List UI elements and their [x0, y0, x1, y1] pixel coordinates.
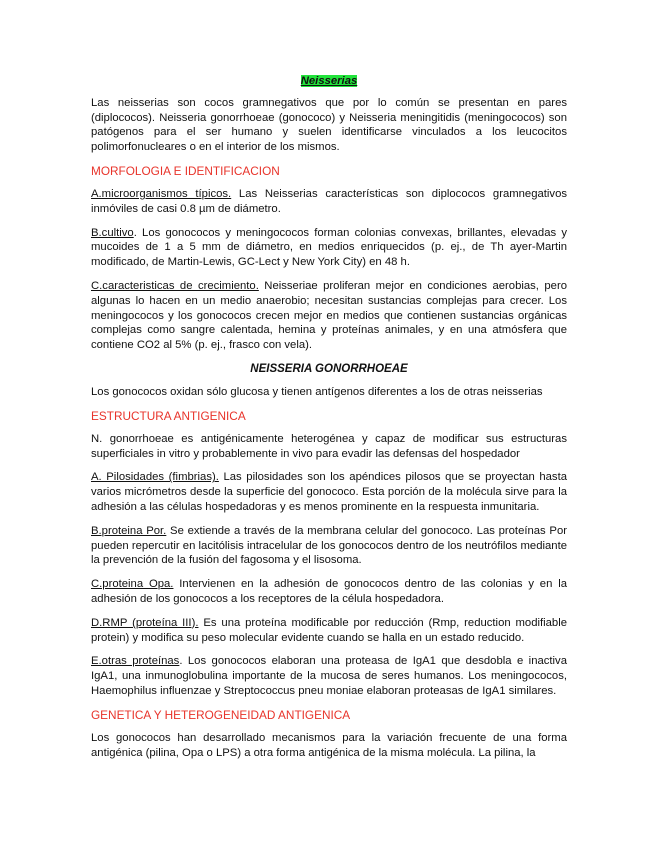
- text-proteina-opa: Intervienen en la adhesión de gonococos dentro de las colonias y en la adhesión de los gonococos a los receptores de la célula hospedadora.: [91, 578, 567, 605]
- lead-otras-proteinas: E.otras proteínas: [91, 655, 180, 668]
- intro-paragraph: Las neisserias son cocos gramnegativos que por lo común se presentan en pares (diplococos). Neisseria gonorrhoeae (gonococo) y Neisseria meningitidis (meningococos) son patógenos para el ser humano y suelen identificarse vinculados a los leucocitos polimorfonucleares o en el interior de los mismos.: [91, 96, 567, 154]
- text-pilosidades: Las pilosidades son los apéndices pilosos que se proyectan hasta varios micrómetros desde la superficie del gonococo. Esta porción de la molécula sirve para la adhesión a las células hospedadoras y es menos prominente en la respuesta inmunitaria.: [91, 471, 567, 513]
- paragraph-genetica: Los gonococos han desarrollado mecanismos para la variación frecuente de una forma antigénica (pilina, Opa o LPS) a otra forma antigénica de la misma molécula. La pilina, la: [91, 731, 567, 759]
- paragraph-proteina-opa: [91, 577, 567, 607]
- paragraph-estructura-intro: N. gonorrhoeae es antigénicamente heterogénea y capaz de modificar sus estructuras superficiales in vitro y probablemente in vivo para evadir las defensas del hospedador: [91, 432, 567, 460]
- paragraph-crecimiento: [91, 279, 567, 353]
- lead-crecimiento: C.caracteristicas de crecimiento.: [91, 279, 259, 292]
- paragraph-cultivo: [91, 226, 567, 270]
- paragraph-proteina-por: [91, 524, 567, 568]
- text-microorganismos: Las Neisserias características son diplococos gramnegativos inmóviles de casi 0.8 µm de diámetro.: [91, 187, 568, 215]
- subheading-gonorrhoeae: NEISSERIA GONORRHOEAE: [250, 362, 408, 375]
- section-heading-estructura: ESTRUCTURA ANTIGENICA: [91, 408, 246, 423]
- text-rmp: Es una proteína modificable por reducción (Rmp, reduction modifiable protein) y modifica su peso molecular evidente cuando se halla en un estado reducido.: [91, 616, 567, 644]
- paragraph-microorganismos: [91, 187, 567, 217]
- text-otras-proteinas: . Los gonococos elaboran una proteasa de IgA1 que desdobla e inactiva IgA1, una inmunoglobulina importante de la mucosa de seres humanos. Los meningococos, Haemophilus influenzae y Streptococcus pneu moniae elaboran proteasas de IgA1 similares.: [91, 655, 567, 697]
- text-crecimiento: Neisseriae proliferan mejor en condiciones aerobias, pero algunas lo hacen en un medio anaerobio; necesitan sustancias complejas para crecer. Los meningococos y los gonococos crecen mejor en medios que contienen sustancias orgánicas complejas como sangre calentada, hemina y proteínas animales, y en una atmósfera que contiene CO2 al 5% (p. ej., frasco con vela).: [91, 279, 568, 352]
- lead-proteina-opa: C.proteina Opa.: [91, 578, 174, 591]
- paragraph-gonorrhoeae: Los gonococos oxidan sólo glucosa y tienen antígenos diferentes a los de otras neisserias: [91, 385, 543, 398]
- section-heading-genetica: GENETICA Y HETEROGENEIDAD ANTIGENICA: [91, 707, 351, 722]
- lead-microorganismos: A.microorganismos típicos.: [91, 187, 232, 200]
- lead-rmp: D.RMP (proteína III).: [91, 616, 199, 629]
- section-heading-morfologia: MORFOLOGIA E IDENTIFICACION: [91, 163, 280, 178]
- paragraph-pilosidades: [91, 470, 567, 514]
- text-cultivo: . Los gonococos y meningococos forman colonias convexas, brillantes, elevadas y mucoides de 1 a 5 mm de diámetro, en medios enriquecidos (p. ej., de Th ayer-Martin modificado, de Martin-Lewis, GC-Lect y New York City) en 48 h.: [91, 226, 567, 269]
- paragraph-otras-proteinas: [91, 654, 567, 698]
- text-proteina-por: Se extiende a través de la membrana celular del gonococo. Las proteínas Por pueden repercutir en lacitólisis intracelular de los gonococos dentro de los neutrófilos mediante la prevención de la fusión del fagosoma y el lisosoma.: [91, 524, 568, 567]
- lead-pilosidades: A. Pilosidades (fimbrias).: [91, 471, 219, 484]
- lead-cultivo: B.cultivo: [91, 226, 134, 239]
- paragraph-rmp: [91, 616, 567, 646]
- lead-proteina-por: B.proteina Por.: [91, 524, 167, 537]
- document-title: Neisserias: [300, 75, 358, 87]
